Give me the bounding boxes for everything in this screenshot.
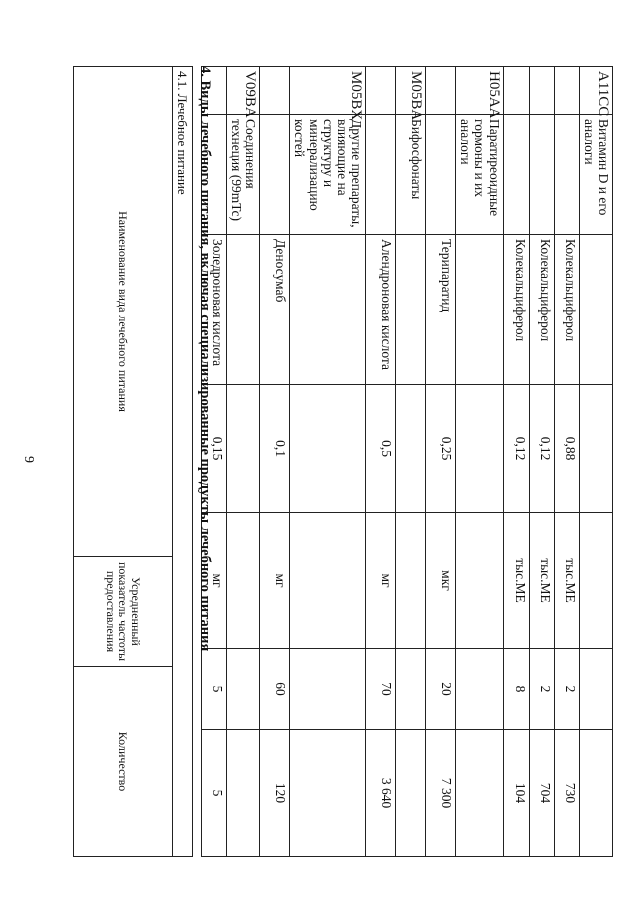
cell-code: [366, 67, 396, 115]
rotated-page-content: [68, 66, 613, 856]
nutrition-avg-frequency-header: Усредненный показатель частоты предоставления: [74, 557, 173, 667]
cell-code: [554, 67, 579, 115]
table-row: [456, 67, 504, 857]
cell-group: Соединения технеция (99mTc): [226, 115, 259, 235]
cell-freq: [579, 649, 612, 730]
cell-unit: мкг: [426, 513, 456, 649]
cell-group: [529, 115, 554, 235]
cell-group: [260, 115, 290, 235]
table-row: [260, 67, 290, 857]
cell-code: H05AA: [456, 67, 504, 115]
table-row: [503, 67, 529, 857]
cell-freq: [456, 649, 504, 730]
cell-group: [554, 115, 579, 235]
cell-unit: тыс.МЕ: [503, 513, 529, 649]
cell-dose: [579, 385, 612, 513]
cell-qty: [579, 730, 612, 857]
cell-drug: Колекальциферол: [503, 235, 529, 385]
table-row: [426, 67, 456, 857]
cell-qty: [290, 730, 366, 857]
cell-dose: 0,5: [366, 385, 396, 513]
cell-qty: [396, 730, 426, 857]
cell-code: M05BX: [290, 67, 366, 115]
cell-qty: 104: [503, 730, 529, 857]
cell-unit: мг: [260, 513, 290, 649]
cell-group: [503, 115, 529, 235]
cell-dose: 0,1: [260, 385, 290, 513]
cell-unit: мг: [201, 513, 226, 649]
cell-unit: [290, 513, 366, 649]
cell-drug: [290, 235, 366, 385]
cell-qty: [226, 730, 259, 857]
nutrition-subsection-title: 4.1. Лечебное питание: [173, 67, 193, 857]
cell-freq: 2: [529, 649, 554, 730]
cell-dose: [226, 385, 259, 513]
cell-dose: 0,15: [201, 385, 226, 513]
table-row: [226, 67, 259, 857]
cell-freq: [396, 649, 426, 730]
cell-code: V09BA: [226, 67, 259, 115]
cell-group: [426, 115, 456, 235]
cell-code: [503, 67, 529, 115]
table-row: [579, 67, 612, 857]
cell-dose: [456, 385, 504, 513]
cell-drug: Колекальциферол: [529, 235, 554, 385]
cell-code: A11CC: [579, 67, 612, 115]
table-row: [290, 67, 366, 857]
cell-qty: 7 300: [426, 730, 456, 857]
cell-drug: [396, 235, 426, 385]
cell-freq: 2: [554, 649, 579, 730]
cell-unit: мг: [366, 513, 396, 649]
cell-group: Паратиреоидные гормоны и их аналоги: [456, 115, 504, 235]
cell-unit: [456, 513, 504, 649]
cell-dose: [396, 385, 426, 513]
cell-unit: [226, 513, 259, 649]
cell-freq: 60: [260, 649, 290, 730]
cell-freq: 20: [426, 649, 456, 730]
cell-drug: Деносумаб: [260, 235, 290, 385]
page-number: 9: [21, 456, 36, 463]
cell-code: [260, 67, 290, 115]
table-row: [366, 67, 396, 857]
cell-qty: 704: [529, 730, 554, 857]
cell-dose: 0,25: [426, 385, 456, 513]
cell-unit: [579, 513, 612, 649]
table-row: [529, 67, 554, 857]
cell-dose: 0,88: [554, 385, 579, 513]
cell-freq: 5: [201, 649, 226, 730]
cell-freq: [290, 649, 366, 730]
nutrition-table: [73, 66, 193, 857]
cell-qty: 120: [260, 730, 290, 857]
cell-dose: 0,12: [529, 385, 554, 513]
cell-qty: 3 640: [366, 730, 396, 857]
cell-unit: тыс.МЕ: [529, 513, 554, 649]
cell-group: [366, 115, 396, 235]
cell-code: M05BA: [396, 67, 426, 115]
cell-drug: Золедроновая кислота: [201, 235, 226, 385]
cell-group: Другие препараты, влияющие на структуру и минерализацию костей: [290, 115, 366, 235]
nutrition-quantity-header: Количество: [74, 667, 173, 857]
cell-unit: тыс.МЕ: [554, 513, 579, 649]
table-row: [396, 67, 426, 857]
cell-freq: 70: [366, 649, 396, 730]
medication-table: [201, 66, 613, 857]
cell-drug: [456, 235, 504, 385]
section-title: 4. Виды лечебного питания, включая специализированные продукты лечебного питания: [197, 66, 213, 652]
cell-code: [426, 67, 456, 115]
cell-dose: 0,12: [503, 385, 529, 513]
cell-drug: Алендроновая кислота: [366, 235, 396, 385]
table-row: [554, 67, 579, 857]
cell-drug: Терипаратид: [426, 235, 456, 385]
cell-group: Бифосфонаты: [396, 115, 426, 235]
cell-drug: [226, 235, 259, 385]
cell-code: [529, 67, 554, 115]
cell-group: Витамин D и его аналоги: [579, 115, 612, 235]
nutrition-name-header: Наименование вида лечебного питания: [74, 67, 173, 557]
cell-drug: Колекальциферол: [554, 235, 579, 385]
cell-qty: [456, 730, 504, 857]
cell-qty: 730: [554, 730, 579, 857]
cell-qty: 5: [201, 730, 226, 857]
cell-freq: [226, 649, 259, 730]
cell-unit: [396, 513, 426, 649]
cell-drug: [579, 235, 612, 385]
cell-freq: 8: [503, 649, 529, 730]
cell-dose: [290, 385, 366, 513]
